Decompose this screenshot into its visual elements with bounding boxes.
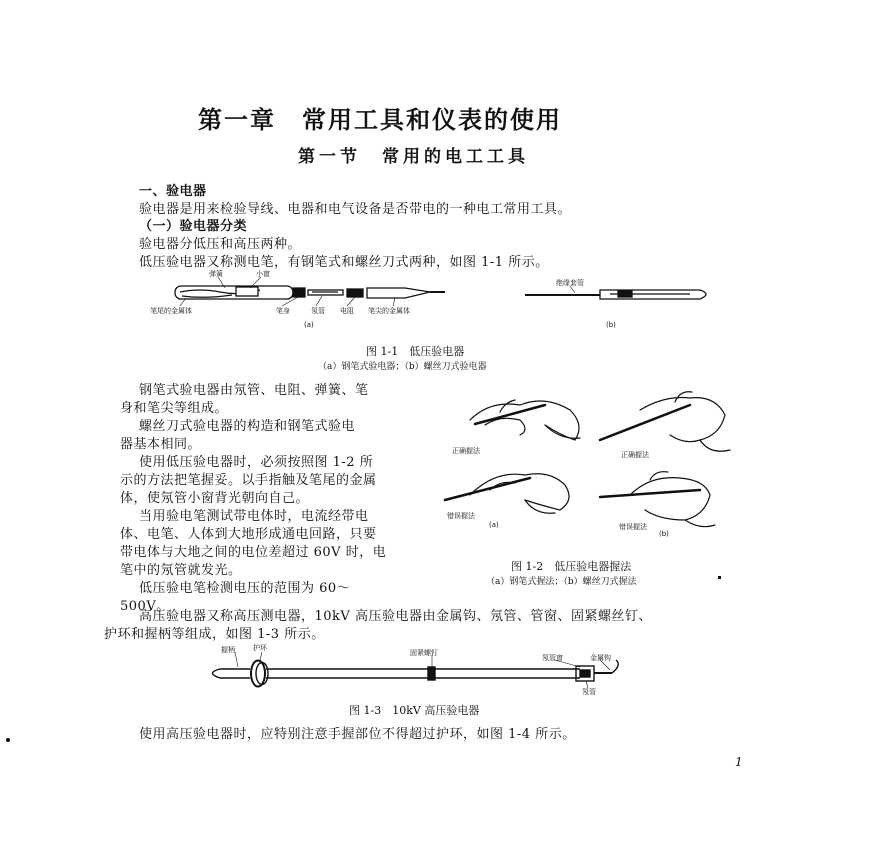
fig1-1-subcaption: （a）钢笔式验电器；（b）螺丝刀式验电器 [318,362,487,372]
fig1-3-caption: 图 1-3 10kV 高压验电器 [349,704,480,717]
paragraph-intro: 验电器是用来检验导线、电器和电气设备是否带电的一种电工常用工具。 [139,202,572,217]
fig1-3-label-handle: 握柄 [221,646,235,654]
fig1-3-label-guard: 护环 [253,644,267,652]
left-paragraph-line: 带电体与大地之间的电位差超过 60V 时，电 [120,545,387,560]
left-paragraph-line: 笔中的氖管就发光。 [120,563,242,578]
left-paragraph-line: 低压验电笔检测电压的范围为 60～ [139,581,351,596]
paragraph-high-voltage-line1: 高压验电器又称高压测电器，10kV 高压验电器由金属钩、氖管、管窗、固紧螺丝钉、 [139,609,652,624]
left-paragraph-line: 体，使氖管小窗背光朝向自己。 [120,491,310,506]
fig1-1-label-tip-metal: 笔尖的金属体 [368,307,410,315]
left-paragraph-line: 500V。 [120,599,170,614]
high-voltage-tester-icon [213,660,619,687]
heading-detector: 一、验电器 [139,184,207,199]
left-paragraph-line: 钢笔式验电器由氖管、电阻、弹簧、笔 [139,383,369,398]
subheading-classification: （一）验电器分类 [139,219,248,234]
fig1-1-label-neon: 氖管 [311,307,325,315]
left-paragraph-line: 器基本相同。 [120,437,202,452]
left-paragraph-line: 螺丝刀式验电器的构造和钢笔式验电 [139,419,356,434]
scan-dot [718,576,721,579]
page-number: 1 [735,755,743,769]
fig1-1-caption: 图 1-1 低压验电器 [366,345,465,358]
fig1-1-label-tail-metal: 笔尾的金属体 [150,307,192,315]
fig1-1-label-window: 小窗 [256,270,270,278]
fig1-1-label-b: (b) [606,321,616,329]
fig1-1-label-contact: 弹簧 [209,270,223,278]
paragraph-types: 验电器分低压和高压两种。 [139,237,302,252]
left-paragraph-line: 身和笔尖等组成。 [120,401,229,416]
fig1-2-subcaption: （a）钢笔式握法；（b）螺丝刀式握法 [486,577,637,587]
fig1-3-label-window: 氖管窗 [542,654,563,662]
fig1-2-label-b: (b) [659,530,669,538]
left-paragraph-line: 使用低压验电器时，必须按照图 1-2 所 [139,455,374,470]
fig1-2-label-correct-b: 正确握法 [621,451,649,459]
chapter-title: 第一章 常用工具和仪表的使用 [198,105,562,134]
fig1-2-caption: 图 1-2 低压验电器握法 [511,560,632,573]
fig1-2-label-correct-a: 正确握法 [452,447,480,455]
fig1-2-label-a: (a) [489,521,499,529]
fig1-1-label-insulating: 绝缘套管 [556,279,584,287]
paragraph-usage: 使用高压验电器时，应特别注意手握部位不得超过护环，如图 1-4 所示。 [139,727,576,742]
left-paragraph-line: 当用验电笔测试带电体时，电流经带电 [139,509,369,524]
left-paragraph-line: 体、电笔、人体到大地形成通电回路，只要 [120,527,377,542]
fig1-3-label-neon: 氖管 [582,688,596,696]
fig1-2-label-wrong-b: 错误握法 [619,523,647,531]
fig1-1-label-resistor: 电阻 [340,307,354,315]
fig1-3-label-screw: 固紧螺钉 [410,649,438,657]
fig1-3-label-hook: 金属钩 [590,654,611,662]
scan-dot [6,738,10,742]
fig1-1-label-a: (a) [304,321,314,329]
fig1-1-label-spring: 笔身 [276,307,290,315]
section-title: 第一节 常用的电工工具 [298,147,529,167]
paragraph-low-voltage: 低压验电器又称测电笔，有钢笔式和螺丝刀式两种，如图 1-1 所示。 [139,255,549,270]
paragraph-high-voltage-line2: 护环和握柄等组成，如图 1-3 所示。 [104,627,325,642]
left-paragraph-line: 示的方法把笔握妥。以手指触及笔尾的金属 [120,473,377,488]
fig1-2-label-wrong-a: 错误握法 [447,512,475,520]
